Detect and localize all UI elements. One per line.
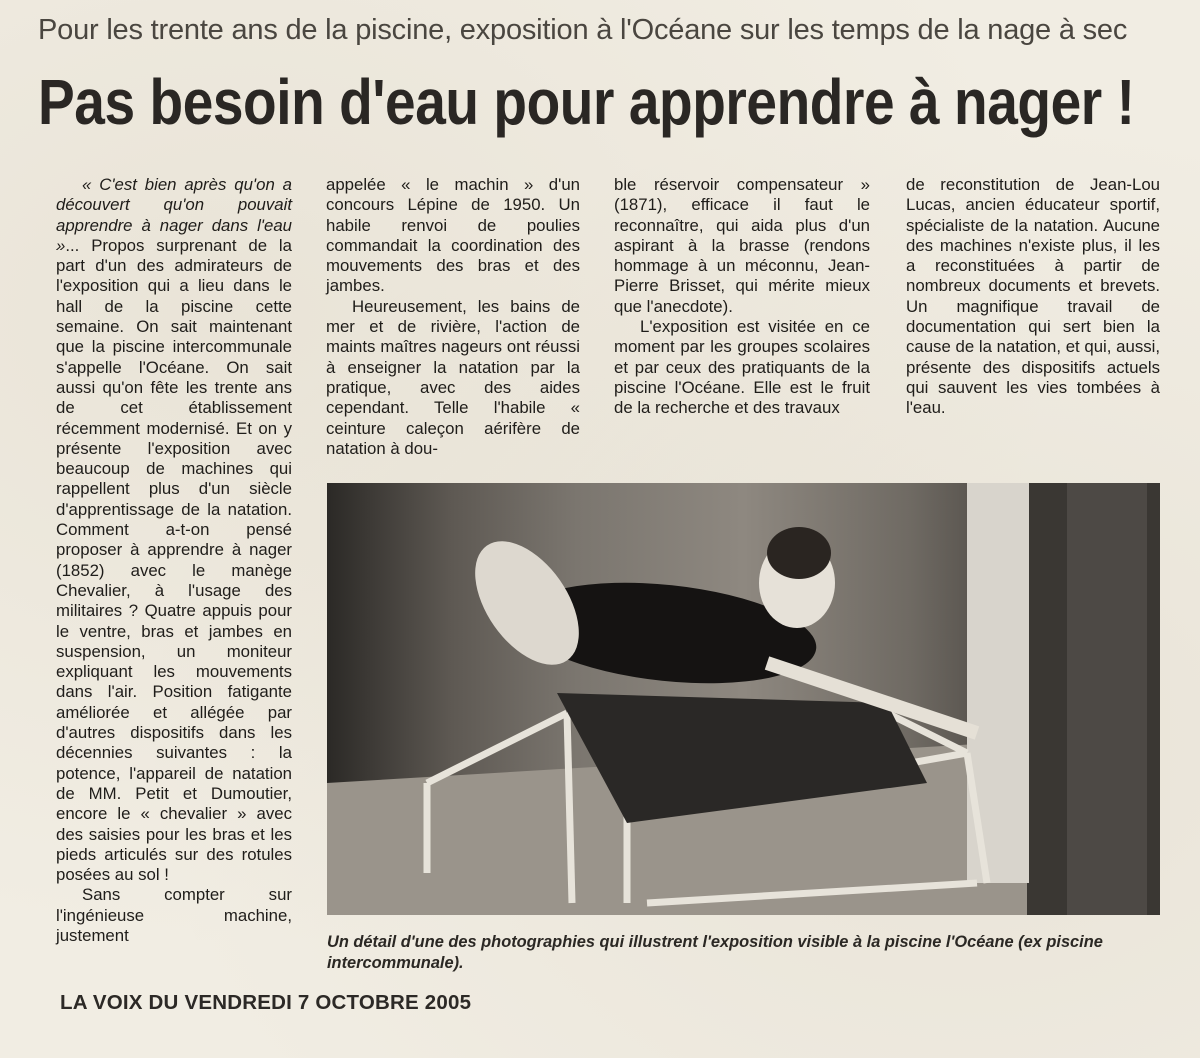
column-1-paragraph-1-text: ... Propos surprenant de la part d'un des admirateurs de l'exposition qui a lieu dans le hall de la piscine cette semaine. On sait maintenant que la piscine intercommunale s'appelle l'Océane. On sait aussi qu'on fête les trente ans de cet établissement récemment modernisé. Et on y présente l'exposition avec beaucoup de machines qui rappellent plus d'un siècle d'apprentissage de la natation. Comment a-t-on pensé proposer à apprendre à nager (1852) avec le manège Chevalier, à l'usage des militaires ? Quatre appuis pour le ventre, bras et jambes en suspension, un moniteur expliquant les mouvements dans l'air. Position fatigante améliorée et allégée par d'autres dispositifs dans les décennies suivantes : la potence, l'appareil de natation de MM. Petit et Dumoutier, encore le « chevalier » avec des saisies pour les bras et les pieds articulés sur des rotules posées au sol ! xyxy=(56,235,292,885)
column-3-paragraph-2: L'exposition est visitée en ce moment par les groupes scolaires et par ceux des pratiquants de la piscine l'Océane. Elle est le fruit de la recherche et des travaux xyxy=(614,317,870,418)
column-4-paragraph-1: de reconstitution de Jean-Lou Lucas, ancien éducateur sportif, spécialiste de la natation. Aucune des machines n'existe plus, il les a reconstituées à partir de nombreux documents et brevets. Un magnifique travail de documentation qui sert bien la cause de la natation, et qui, aussi, présente des dispositifs actuels qui sauvent les vies tombées à l'eau. xyxy=(906,175,1160,418)
opening-quote: « C'est bien après qu'on a découvert qu'on pouvait apprendre à nager dans l'eau » xyxy=(56,175,292,255)
photo-illustration xyxy=(327,483,1160,915)
column-1-paragraph-1 xyxy=(56,175,292,885)
door-frame xyxy=(1067,483,1147,915)
column-2-paragraph-2: Heureusement, les bains de mer et de rivière, l'action de maints maîtres nageurs ont réussi à enseigner la natation par la pratique, avec des aides cependant. Telle l'habile « ceinture caleçon aérifère de natation à dou- xyxy=(326,296,580,458)
swimming-machine-photo xyxy=(327,483,1160,915)
article-column-2 xyxy=(326,175,580,459)
column-1-paragraph-2: Sans compter sur l'ingénieuse machine, justement xyxy=(56,885,292,945)
article-column-1 xyxy=(56,175,292,946)
column-2-paragraph-1: appelée « le machin » d'un concours Lépine de 1950. Un habile renvoi de poulies commandait la coordination des mouvements des bras et des jambes. xyxy=(326,175,580,296)
kicker-line: Pour les trente ans de la piscine, exposition à l'Océane sur les temps de la nage à sec xyxy=(38,14,1128,46)
publication-footer: LA VOIX DU VENDREDI 7 OCTOBRE 2005 xyxy=(60,991,472,1014)
headline: Pas besoin d'eau pour apprendre à nager ! xyxy=(38,66,1135,138)
column-3-paragraph-1: ble réservoir compensateur » (1871), efficace il faut le reconnaître, qui aida plus d'un aspirant à la brasse (rendons hommage à un méconnu, Jean-Pierre Brisset, qui mérite mieux que l'anecdote). xyxy=(614,175,870,316)
article-column-3 xyxy=(614,175,870,419)
photo-caption: Un détail d'une des photographies qui illustrent l'exposition visible à la piscine l'Océane (ex piscine intercommunale). xyxy=(327,933,1103,972)
article-column-4 xyxy=(906,175,1160,419)
swimmer-hair xyxy=(767,527,831,579)
